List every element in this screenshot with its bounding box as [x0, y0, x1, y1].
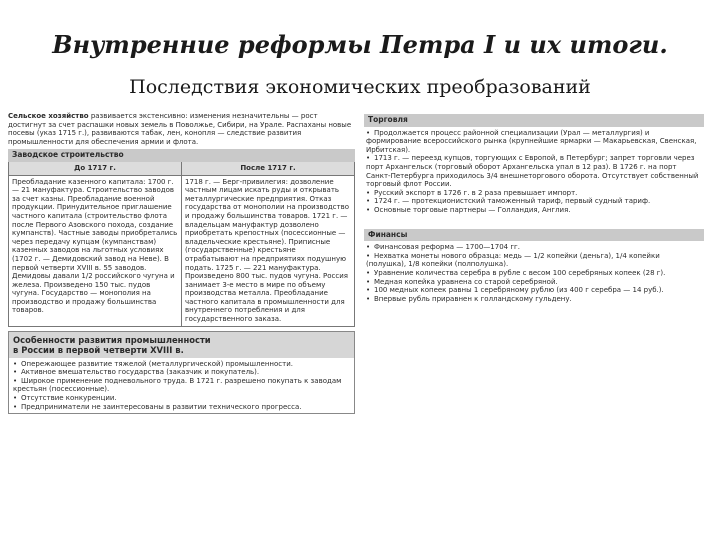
list-item: • Финансовая реформа — 1700—1704 гг. [366, 243, 520, 252]
industry-features-header [9, 332, 354, 358]
finance-list [364, 241, 704, 305]
industry-features-box [8, 331, 355, 415]
list-item: • Медная копейка уравнена со старой серебряной. [366, 277, 558, 286]
list-item: • Основные торговые партнеры — Голландия, Англия. [366, 205, 571, 214]
list-item: • Нехватка монеты нового образца: медь — 1/2 копейки (деньга), 1/4 копейки (полушка), 1/8 копейки (полполушка). [366, 251, 660, 269]
list-item: • Продолжается процесс районной специализации (Урал — металлургия) и формирование всероссийского рынка (крупнейшие ярмарки — Макарьевская, Свенская, Ирбитская). [366, 128, 697, 154]
factory-table-body [9, 176, 354, 326]
features-header-line2: в России в первой четверти XVIII в. [13, 344, 184, 355]
factory-table-heads [9, 162, 354, 176]
factory-header: Заводское строительство [8, 149, 355, 162]
list-item: • 1713 г. — переезд купцов, торгующих с Европой, в Петербург; запрет торговли через порт Архангельск (торговый оборот Архангельска упал в 12 раз). В 1726 г. на порт Санкт-Петербурга приходилось 3/4 внешнеторгового оборота. Отсутствует собственный торговый флот России. [366, 154, 699, 189]
agriculture-text: развивается экстенсивно: изменения незначительны — рост достигнут за счет распашки новых земель в Поволжье, Сибири, на Урале. Распаханы новые посевы (указ 1715 г.), развиваются табак, лен, конопля — следствие развития промышленности для обеспечения армии и флота. [8, 112, 352, 146]
features-header-line1: Особенности развития промышленности [13, 334, 211, 345]
agriculture-block [8, 112, 355, 146]
list-item: • Русский экспорт в 1726 г. в 2 раза превышает импорт. [366, 188, 578, 197]
list-item: • Уравнение количества серебра в рубле с весом 100 серебряных копеек (28 г). [366, 268, 666, 277]
list-item: • Активное вмешательство государства (заказчик и покупатель). [13, 368, 260, 377]
features-list [9, 358, 354, 414]
col-after-header: После 1717 г. [240, 163, 296, 172]
trade-list [364, 127, 704, 221]
right-column [364, 112, 704, 305]
factory-table [8, 162, 355, 327]
before-1717-text: Преобладание казенного капитала: 1700 г. — 21 мануфактура. Строительство заводов за счет казны. Преобладание военной продукции. Принудительное приглашение частного капитала (строительство флота после Первого Азовского похода, создание кумпанств). Частные заводы приобретались через передачу купцам (кумпанствам) казенных заводов на льготных условиях (1702 г. — Демидовский завод на Неве). В первой четверти XVIII в. 55 заводов. Демидовы давали 1/2 российского чугуна и железа. Произведено 150 тыс. пудов чугуна. Государство — монополия на производство и продажу большинства товаров. [9, 176, 182, 326]
list-item: • Опережающее развитие тяжелой (металлургической) промышленности. [13, 359, 293, 368]
after-1717-text: 1718 г. — Берг-привилегия: дозволение частным лицам искать руды и открывать металлургические предприятия. Отказ государства от монополии на производство и продажу большинства товаров. 1721 г. — владельцам мануфактур дозволено приобретать крепостных (посессионные — владельческие крестьяне). Приписные (государственные) крестьяне отрабатывают на предприятиях подушную подать. 1725 г. — 221 мануфактура. Произведено 800 тыс. пудов чугуна. Россия занимает 3-е место в мире по объему производства металла. Преобладание частного капитала в промышленности для внутреннего потребления и для государственного заказа. [185, 177, 350, 324]
trade-header: Торговля [364, 114, 704, 127]
slide-subtitle: Последствия экономических преобразований [129, 76, 591, 98]
list-item: • Широкое применение подневольного труда. В 1721 г. разрешено покупать к заводам крестьян (посессионные). [13, 376, 342, 394]
col-before-header: До 1717 г. [9, 162, 182, 175]
list-item: • Предприниматели не заинтересованы в развитии технического прогресса. [13, 402, 302, 411]
list-item: • Впервые рубль приравнен к голландскому гульдену. [366, 294, 572, 303]
list-item: • 1724 г. — протекционистский таможенный тариф, первый судный тариф. [366, 197, 651, 206]
list-item: • Отсутствие конкуренции. [13, 394, 117, 403]
finance-header: Финансы [364, 229, 704, 242]
slide-title: Внутренние реформы Петра I и их итоги. [52, 30, 668, 59]
list-item: • 100 медных копеек равны 1 серебряному рублю (из 400 г серебра — 14 руб.). [366, 286, 664, 295]
left-column [8, 112, 355, 414]
agriculture-label: Сельское хозяйство [8, 112, 89, 120]
